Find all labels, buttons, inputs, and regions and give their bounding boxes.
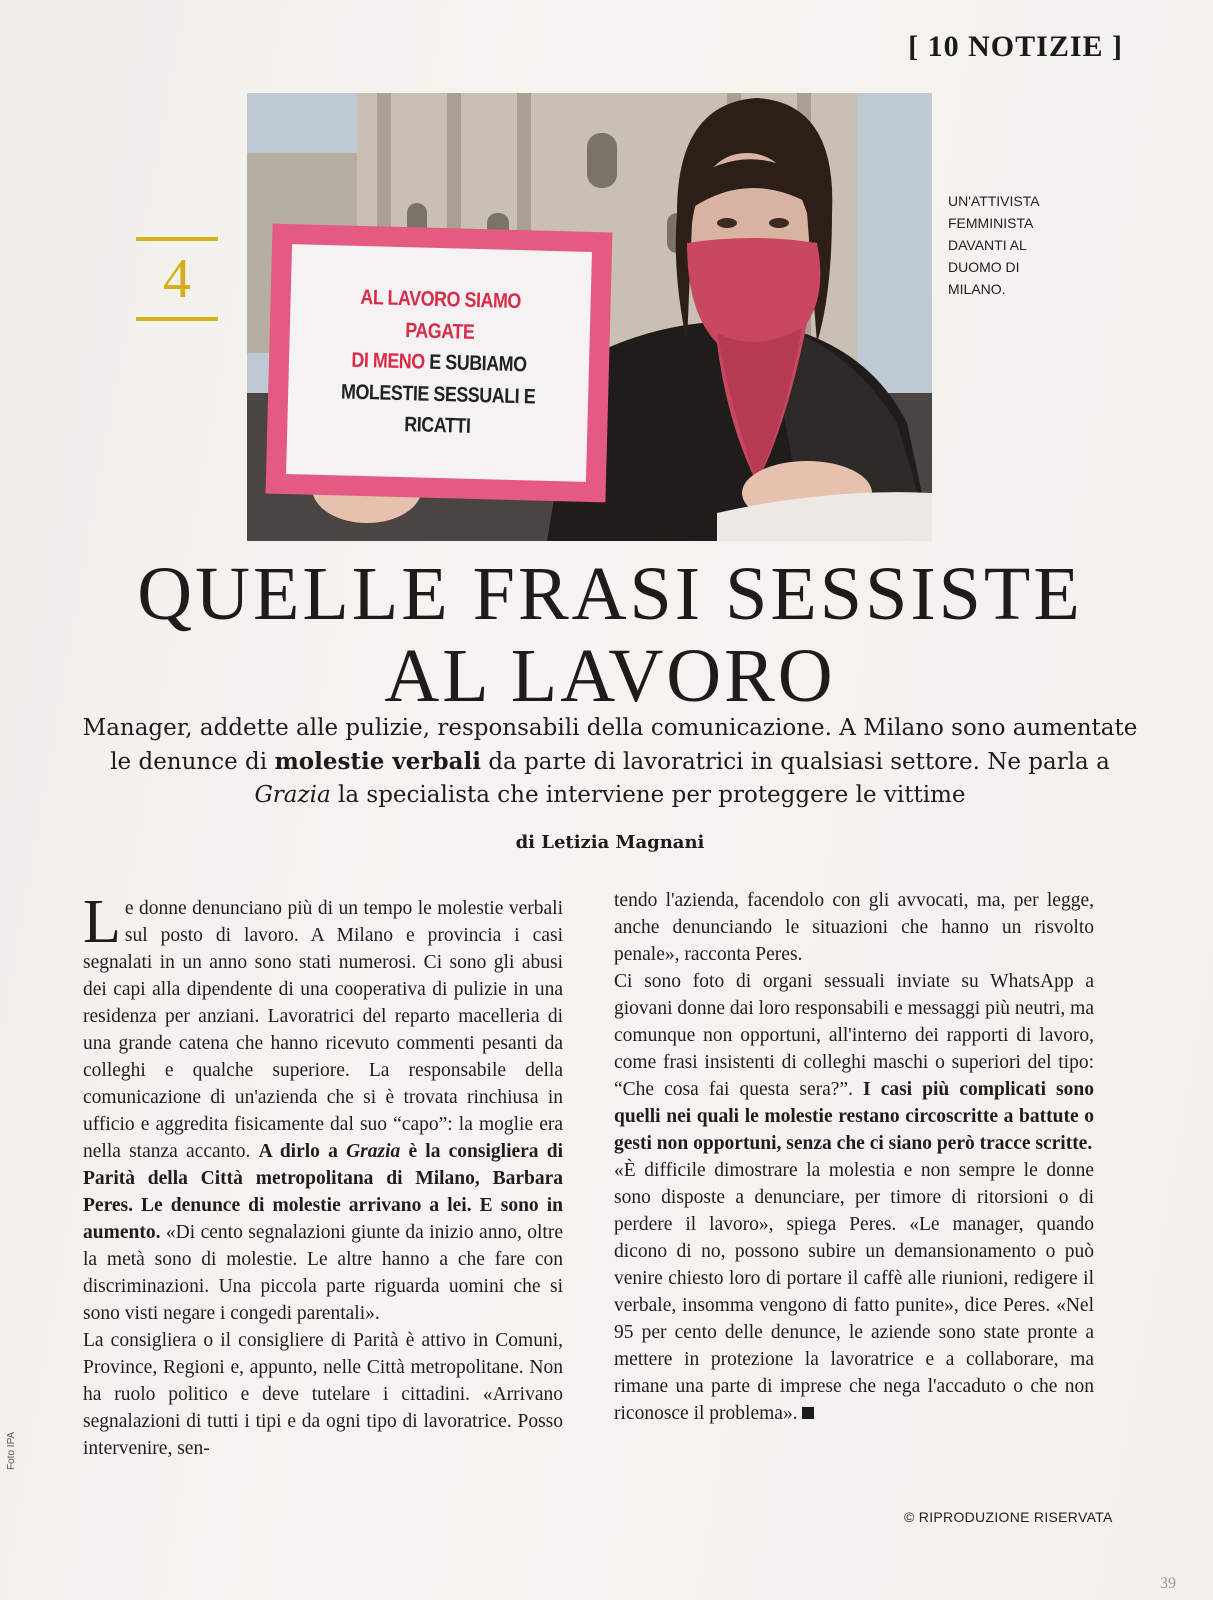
page-number: 39 <box>1160 1575 1176 1592</box>
drop-cap: L <box>83 888 121 956</box>
article-column-right <box>614 887 1094 1427</box>
photo-credit: Foto IPA <box>6 1431 17 1470</box>
paragraph: Le donne denunciano più di un tempo le molestie verbali sul posto di lavoro. A Milano e provincia i casi segnalati in un anno sono stati numerosi. Ci sono gli abusi dei capi alla dipendente di una cooperativa di pulizie in una residenza per anziani. Lavoratrici del reparto macelleria di una grande catena che hanno ricevuto commenti pesanti da colleghi e qualche superiore. La responsabile della comunicazione di un'azienda che si è trovata rinchiusa in ufficio e aggredita fisicamente dal suo “capo”: la moglie era nella stanza accanto. A dirlo a Grazia è la consigliera di Parità della Città metropolitana di Milano, Barbara Peres. Le denunce di molestie arrivano a lei. E sono in aumento. «Di cento segnalazioni giunte da inizio anno, oltre la metà sono di molestie. Le altre hanno a che fare con discriminazioni. Una piccola parte riguarda uomini che si sono visti negare i congedi parentali». <box>83 888 564 1324</box>
article-headline: QUELLE FRASI SESSISTE AL LAVORO <box>137 552 1083 718</box>
protest-sign-text: AL LAVORO SIAMO PAGATE DI MENO E SUBIAMO MOLESTIE SESSUALI E RICATTI <box>340 286 536 439</box>
section-tag: [ 10 NOTIZIE ] <box>908 30 1123 63</box>
article-deck: Manager, addette alle pulizie, responsabili della comunicazione. A Milano sono aumentate le denunce di molestie verbali da parte di lavoratrici in qualsiasi settore. Ne parla a Grazia la specialista che interviene per proteggere le vittime <box>82 715 1138 808</box>
byline: di Letizia Magnani <box>515 832 705 853</box>
item-number: 4 <box>136 237 218 321</box>
end-mark-icon <box>802 1407 814 1419</box>
article-column-left <box>83 888 564 1462</box>
paragraph: tendo l'azienda, facendolo con gli avvocati, ma, per legge, anche denunciando le situazioni che hanno un risvolto penale», racconta Peres. <box>614 890 1094 965</box>
protest-sign <box>266 224 613 503</box>
paragraph: Ci sono foto di organi sessuali inviate su WhatsApp a giovani donne dai loro responsabili e messaggi più neutri, ma comunque non opportuni, all'interno dei rapporti di lavoro, come frasi insistenti di colleghi maschi o superiori del tipo: “Che cosa fai questa sera?”. I casi più complicati sono quelli nei quali le molestie restano circoscritte a battute o gesti non opportuni, senza che ci siano però tracce scritte. <box>614 971 1094 1154</box>
paragraph: «È difficile dimostrare la molestia e non sempre le donne sono disposte a denunciare, per timore di ritorsioni o di perdere il lavoro», spiega Peres. «Le manager, quando dicono di no, possono subire un demansionamento o può venire chiesto loro di portare il caffè alle riunioni, redigere il verbale, insomma vengono di fatto punite», dice Peres. «Nel 95 per cento delle denunce, le aziende sono state pronte a mettere in protezione la lavoratrice e a collaborare, ma rimane una parte di imprese che nega l'accaduto o che non riconosce il problema». <box>614 1160 1094 1424</box>
copyright-notice: © RIPRODUZIONE RISERVATA <box>904 1509 1113 1525</box>
article-photo <box>247 93 932 541</box>
paragraph: La consigliera o il consigliere di Parità è attivo in Comuni, Province, Regioni e, appunto, nelle Città metropolitane. Non ha ruolo politico e deve tutelare i cittadini. «Arrivano segnalazioni di tutti i tipi e da ogni tipo di lavoratrice. Posso intervenire, sen- <box>83 1330 563 1459</box>
photo-caption: UN'ATTIVISTA FEMMINISTA DAVANTI AL DUOMO DI MILANO. <box>948 193 1039 297</box>
